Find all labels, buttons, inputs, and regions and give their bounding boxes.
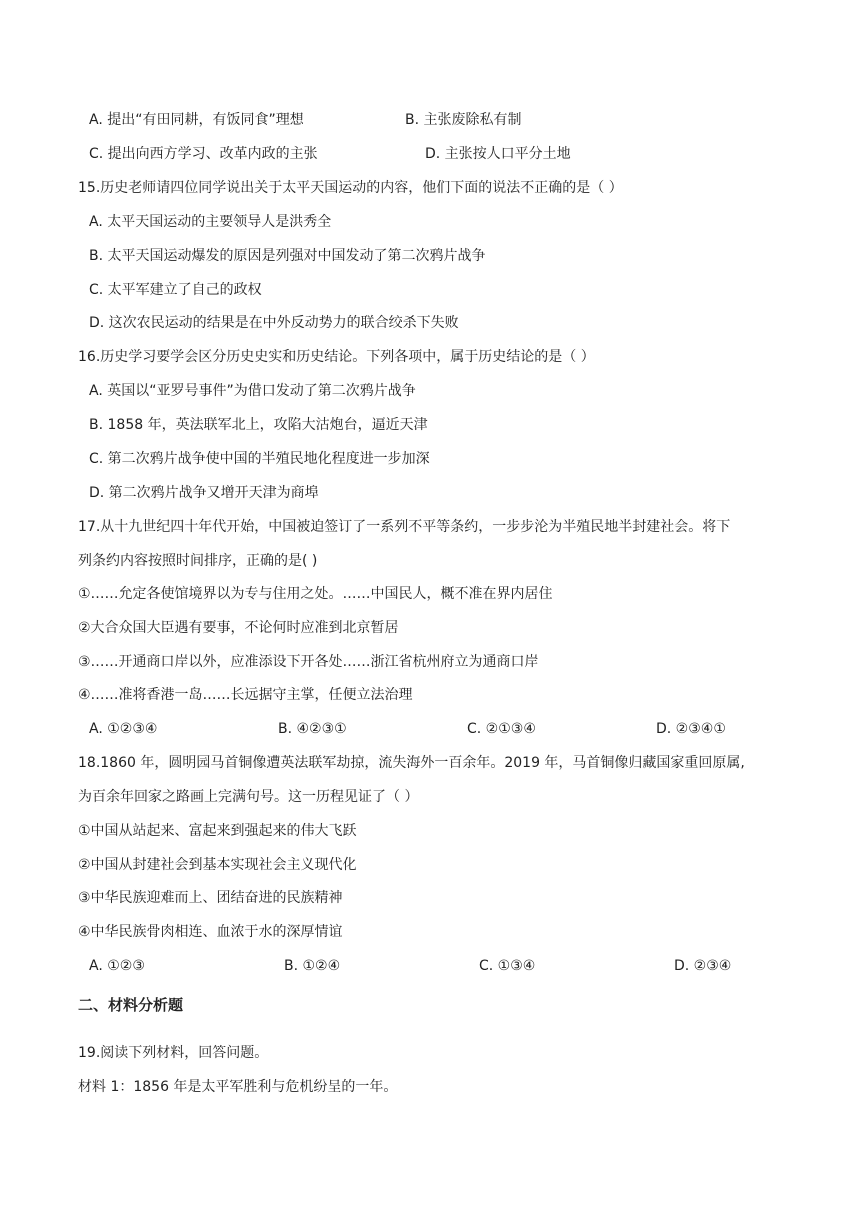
q19-stem: 19.阅读下列材料，回答问题。 <box>78 1045 269 1061</box>
q18-option-b: B. ①②④ <box>284 958 341 974</box>
q14-option-d: D. 主张按人口平分土地 <box>425 146 571 162</box>
q18-stem-line1: 18.1860 年，圆明园马首铜像遭英法联军劫掠，流失海外一百余年。2019 年，马首铜像归藏国家重回原属, <box>78 755 745 771</box>
q15-stem: 15.历史老师请四位同学说出关于太平天国运动的内容，他们下面的说法不正确的是（ ） <box>78 180 623 196</box>
q17-stem-line1: 17.从十九世纪四十年代开始，中国被迫签订了一系列不平等条约，一步步沦为半殖民地半封建社会。将下 <box>78 519 731 535</box>
q18-option-d: D. ②③④ <box>674 958 732 974</box>
q16-option-c: C. 第二次鸦片战争使中国的半殖民地化程度进一步加深 <box>89 451 430 467</box>
q16-option-d: D. 第二次鸦片战争又增开天津为商埠 <box>89 485 319 501</box>
q16-stem: 16.历史学习要学会区分历史史实和历史结论。下列各项中，属于历史结论的是（ ） <box>78 349 595 365</box>
q18-item-1: ①中国从站起来、富起来到强起来的伟大飞跃 <box>78 823 357 839</box>
q18-item-3: ③中华民族迎难而上、团结奋进的民族精神 <box>78 890 343 906</box>
q17-item-4: ④……准将香港一岛……长远据守主掌，任便立法治理 <box>78 687 413 703</box>
q17-stem-line2: 列条约内容按照时间排序，正确的是( ) <box>78 553 318 569</box>
q15-option-c: C. 太平军建立了自己的政权 <box>89 282 262 298</box>
q17-item-2: ②大合众国大臣遇有要事，不论何时应准到北京暂居 <box>78 620 399 636</box>
q16-option-a: A. 英国以“亚罗号事件”为借口发动了第二次鸦片战争 <box>89 383 416 399</box>
q17-option-b: B. ④②③① <box>278 721 347 737</box>
q17-option-c: C. ②①③④ <box>467 721 536 737</box>
q15-option-b: B. 太平天国运动爆发的原因是列强对中国发动了第二次鸦片战争 <box>89 248 486 264</box>
q14-option-a: A. 提出“有田同耕，有饭同食”理想 <box>89 112 304 128</box>
q15-option-a: A. 太平天国运动的主要领导人是洪秀全 <box>89 214 332 230</box>
q14-option-b: B. 主张废除私有制 <box>405 112 522 128</box>
q18-stem-line2: 为百余年回家之路画上完满句号。这一历程见证了（ ） <box>78 789 419 805</box>
q16-option-b: B. 1858 年，英法联军北上，攻陷大沽炮台，逼近天津 <box>89 417 428 433</box>
q17-option-a: A. ①②③④ <box>89 721 158 737</box>
q17-item-1: ①……允定各使馆境界以为专与住用之处。……中国民人，概不准在界内居住 <box>78 586 553 602</box>
q18-item-4: ④中华民族骨肉相连、血浓于水的深厚情谊 <box>78 924 343 940</box>
q18-item-2: ②中国从封建社会到基本实现社会主义现代化 <box>78 857 357 873</box>
q14-option-c: C. 提出向西方学习、改革内政的主张 <box>89 146 318 162</box>
section-heading: 二、材料分析题 <box>78 996 184 1014</box>
q15-option-d: D. 这次农民运动的结果是在中外反动势力的联合绞杀下失败 <box>89 315 459 331</box>
q19-material-1: 材料 1：1856 年是太平军胜利与危机纷呈的一年。 <box>78 1079 398 1095</box>
q17-option-d: D. ②③④① <box>656 721 726 737</box>
q18-option-c: C. ①③④ <box>479 958 536 974</box>
q18-option-a: A. ①②③ <box>89 958 145 974</box>
q17-item-3: ③……开通商口岸以外，应准添设下开各处……浙江省杭州府立为通商口岸 <box>78 654 539 670</box>
